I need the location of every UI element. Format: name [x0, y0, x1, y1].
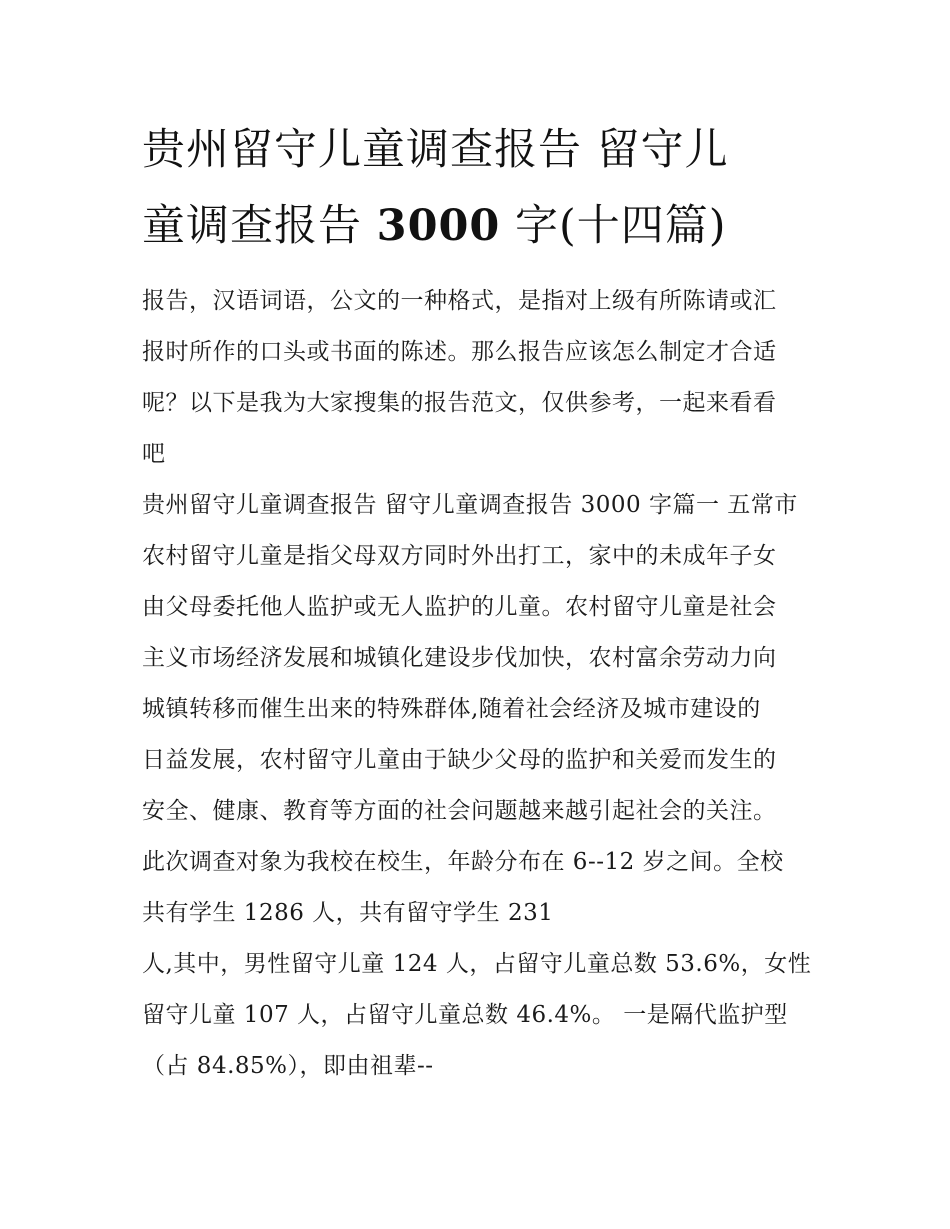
title-line-2-suffix: 字(十四篇) [500, 201, 727, 251]
body-line: 城镇转移而催生出来的特殊群体,随着社会经济及城市建设的 [142, 696, 761, 722]
title-word-count: 3000 [376, 201, 501, 251]
title-line-2-text: 童调查报告 [142, 201, 377, 251]
title-line-1: 贵州留守儿童调查报告 留守儿 [142, 125, 729, 175]
body-paragraph [142, 480, 822, 1092]
body-line: 主义市场经济发展和城镇化建设步伐加快，农村富余劳动力向 [142, 645, 777, 671]
body-line: 共有学生 1286 人，共有留守学生 231 [142, 900, 554, 926]
intro-paragraph [142, 276, 822, 480]
intro-line: 报告，汉语词语，公文的一种格式，是指对上级有所陈请或汇 [142, 288, 777, 314]
body-line: 由父母委托他人监护或无人监护的儿童。农村留守儿童是社会 [142, 594, 777, 620]
body-line: 人,其中，男性留守儿童 124 人，占留守儿童总数 53.6%，女性 [142, 951, 812, 977]
document-page [142, 112, 822, 1092]
title-line-2 [142, 188, 822, 264]
body-line: 贵州留守儿童调查报告 留守儿童调查报告 3000 字篇一 五常市 [142, 492, 798, 518]
body-line: 农村留守儿童是指父母双方同时外出打工，家中的未成年子女 [142, 543, 777, 569]
body-line: （占 84.85%），即由祖辈-- [142, 1053, 434, 1079]
document-title [142, 112, 822, 264]
body-line: 日益发展，农村留守儿童由于缺少父母的监护和关爱而发生的 [142, 747, 777, 773]
body-line: 此次调查对象为我校在校生，年龄分布在 6--12 岁之间。全校 [142, 849, 784, 875]
body-line: 安全、健康、教育等方面的社会问题越来越引起社会的关注。 [142, 798, 777, 824]
intro-line: 报时所作的口头或书面的陈述。那么报告应该怎么制定才合适 [142, 339, 777, 365]
intro-line: 吧 [142, 441, 166, 467]
intro-line: 呢？以下是我为大家搜集的报告范文，仅供参考，一起来看看 [142, 390, 777, 416]
body-line: 留守儿童 107 人，占留守儿童总数 46.4%。 一是隔代监护型 [142, 1002, 788, 1028]
